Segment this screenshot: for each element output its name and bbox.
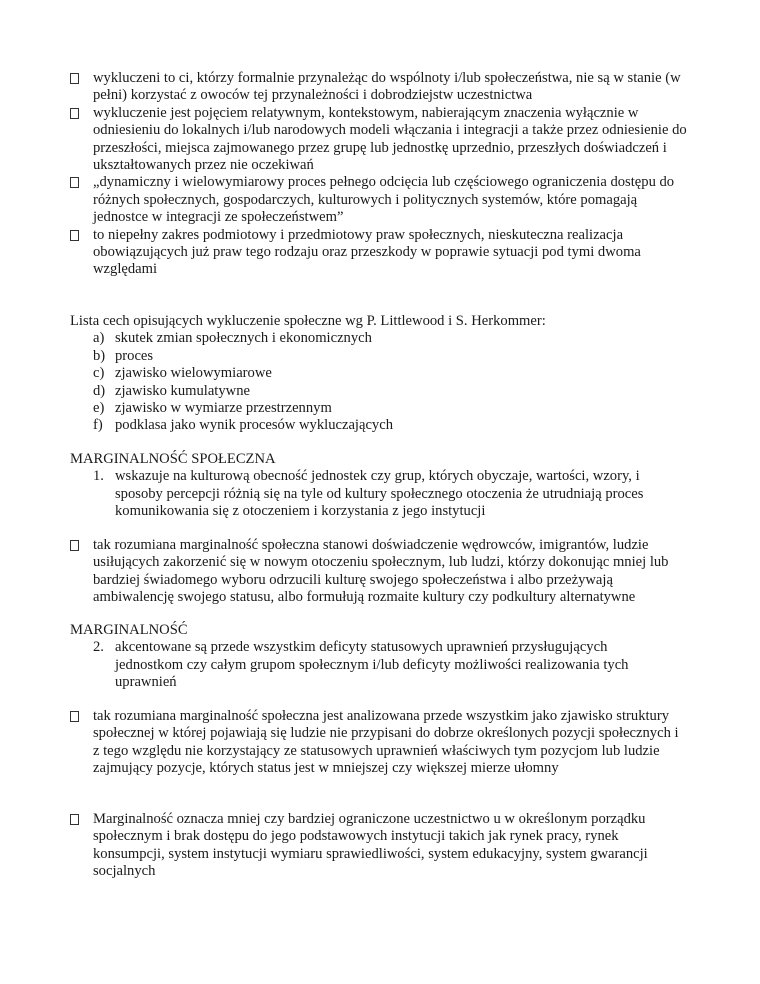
- section-heading: MARGINALNOŚĆ SPOŁECZNA: [70, 451, 276, 467]
- checkbox-bullet-icon: [70, 540, 79, 551]
- list-item: [0, 639, 655, 691]
- checkbox-bullet-icon: [70, 177, 79, 188]
- list-item: [0, 365, 695, 382]
- bullet-text: wykluczenie jest pojęciem relatywnym, kontekstowym, nabierającym znaczenia wyłącznie w odniesieniu do lokalnych i/lub narodowych modeli włączania i integracji a także przez odniesienie do przeszłości, miejsca zajmowanego przez grupę lub jednostkę uprzednio, przeszłych doświadczeń i ukształtowanych przez nie oczekiwań: [93, 104, 687, 174]
- bullet-text: „dynamiczny i wielowymiarowy proces pełnego odcięcia lub częściowego ograniczenia dostępu do różnych społecznych, gospodarczych, kulturowych i politycznych systemów, które pomagają jednostce w integracji ze społeczeństwem”: [93, 174, 675, 226]
- bullet-text: wykluczeni to ci, którzy formalnie przynależąc do wspólnoty i/lub społeczeństwa, nie są w stanie (w pełni) korzystać z owoców tej przynależności i dobrodziejstw uczestnictwa: [93, 70, 681, 104]
- marginal-bullet: [0, 708, 760, 778]
- list-item-text: skutek zmian społecznych i ekonomicznych: [115, 330, 372, 347]
- checkbox-bullet-icon: [70, 814, 79, 825]
- checkbox-bullet-icon: [70, 711, 79, 722]
- list-item: [0, 400, 695, 417]
- list-item: [0, 330, 695, 347]
- exclusion-definitions: [0, 70, 760, 279]
- list-item: [0, 383, 695, 400]
- list-item: [0, 468, 665, 520]
- list-item: [0, 708, 688, 778]
- list-item-text: podklasa jako wynik procesów wykluczających: [115, 417, 394, 434]
- features-intro: Lista cech opisujących wykluczenie społeczne wg P. Littlewood i S. Herkommer:: [70, 313, 546, 329]
- list-marker: f): [93, 417, 103, 434]
- marginal-section: [0, 622, 760, 692]
- checkbox-bullet-icon: [70, 73, 79, 84]
- features-section: [0, 313, 760, 435]
- checkbox-bullet-icon: [70, 108, 79, 119]
- marginal-social-section: [0, 451, 760, 521]
- list-marker: a): [93, 330, 105, 347]
- checkbox-bullet-icon: [70, 230, 79, 241]
- list-item: [0, 227, 668, 279]
- bullet-text: to niepełny zakres podmiotowy i przedmiotowy praw społecznych, nieskuteczna realizacja obowiązujących już praw tego rodzaju oraz przeszkody w poprawie sytuacji pod tymi dwoma względami: [93, 226, 641, 278]
- marginal-social-bullet: [0, 537, 760, 607]
- bullet-text: tak rozumiana marginalność społeczna jest analizowana przede wszystkim jako zjawisko struktury społecznej w której pojawiają się ludzie nie przypisani do dobrze określonych pozycji społecznych i z tego względu nie korzystający ze statusowych uprawnień właściwych tym pozycjom lub ludzie zajmujący pozycje, których status jest w mniejszej czy większej mierze ułomny: [93, 708, 679, 777]
- list-item: [0, 105, 693, 175]
- list-item-text: zjawisko wielowymiarowe: [115, 365, 272, 382]
- list-item-text: akcentowane są przede wszystkim deficyty statusowych uprawnień przysługujących jednostkom czy całym grupom społecznym i/lub deficyty możliwości realizowania tych uprawnień: [115, 639, 629, 691]
- list-marker: c): [93, 365, 105, 382]
- list-marker: 1.: [93, 468, 104, 485]
- list-item: [0, 417, 695, 434]
- list-item-text: zjawisko kumulatywne: [115, 382, 250, 399]
- list-item: [0, 174, 693, 226]
- list-marker: b): [93, 347, 106, 364]
- list-item: [0, 537, 678, 607]
- bullet-text: Marginalność oznacza mniej czy bardziej ograniczone uczestnictwo u w określonym porządku społecznym i brak dostępu do jego podstawowych instytucji takich jak rynek pracy, rynek konsumpcji, system instytucji wymiaru sprawiedliwości, system edukacyjny, system gwarancji socjalnych: [93, 811, 648, 880]
- list-item: [0, 348, 695, 365]
- list-item-text: proces: [115, 347, 154, 364]
- list-item: [0, 70, 693, 105]
- list-item-text: zjawisko w wymiarze przestrzennym: [115, 400, 332, 417]
- list-item: [0, 811, 693, 881]
- list-marker: e): [93, 400, 105, 417]
- marginality-definition: [0, 811, 760, 881]
- bullet-text: tak rozumiana marginalność społeczna stanowi doświadczenie wędrowców, imigrantów, ludzie usiłujących zakorzenić się w nowym otoczeniu społecznym, lub ludzi, którzy dokonując mniej lub bardziej świadomego wyboru odrzucili kulturę swojego społeczeństwa i albo przeżywają ambiwalencję swojego statusu, albo formułują rozmaite kultury czy podkultury alternatywne: [93, 537, 669, 606]
- list-marker: 2.: [93, 639, 104, 656]
- list-marker: d): [93, 382, 106, 399]
- list-item-text: wskazuje na kulturową obecność jednostek czy grup, których obyczaje, wartości, wzory, i sposoby percepcji różnią się na tyle od kultury społecznego otoczenia że utrudniają proces komunikowania się z otoczeniem i korzystania z jego instytucji: [115, 468, 644, 520]
- section-heading: MARGINALNOŚĆ: [70, 622, 188, 638]
